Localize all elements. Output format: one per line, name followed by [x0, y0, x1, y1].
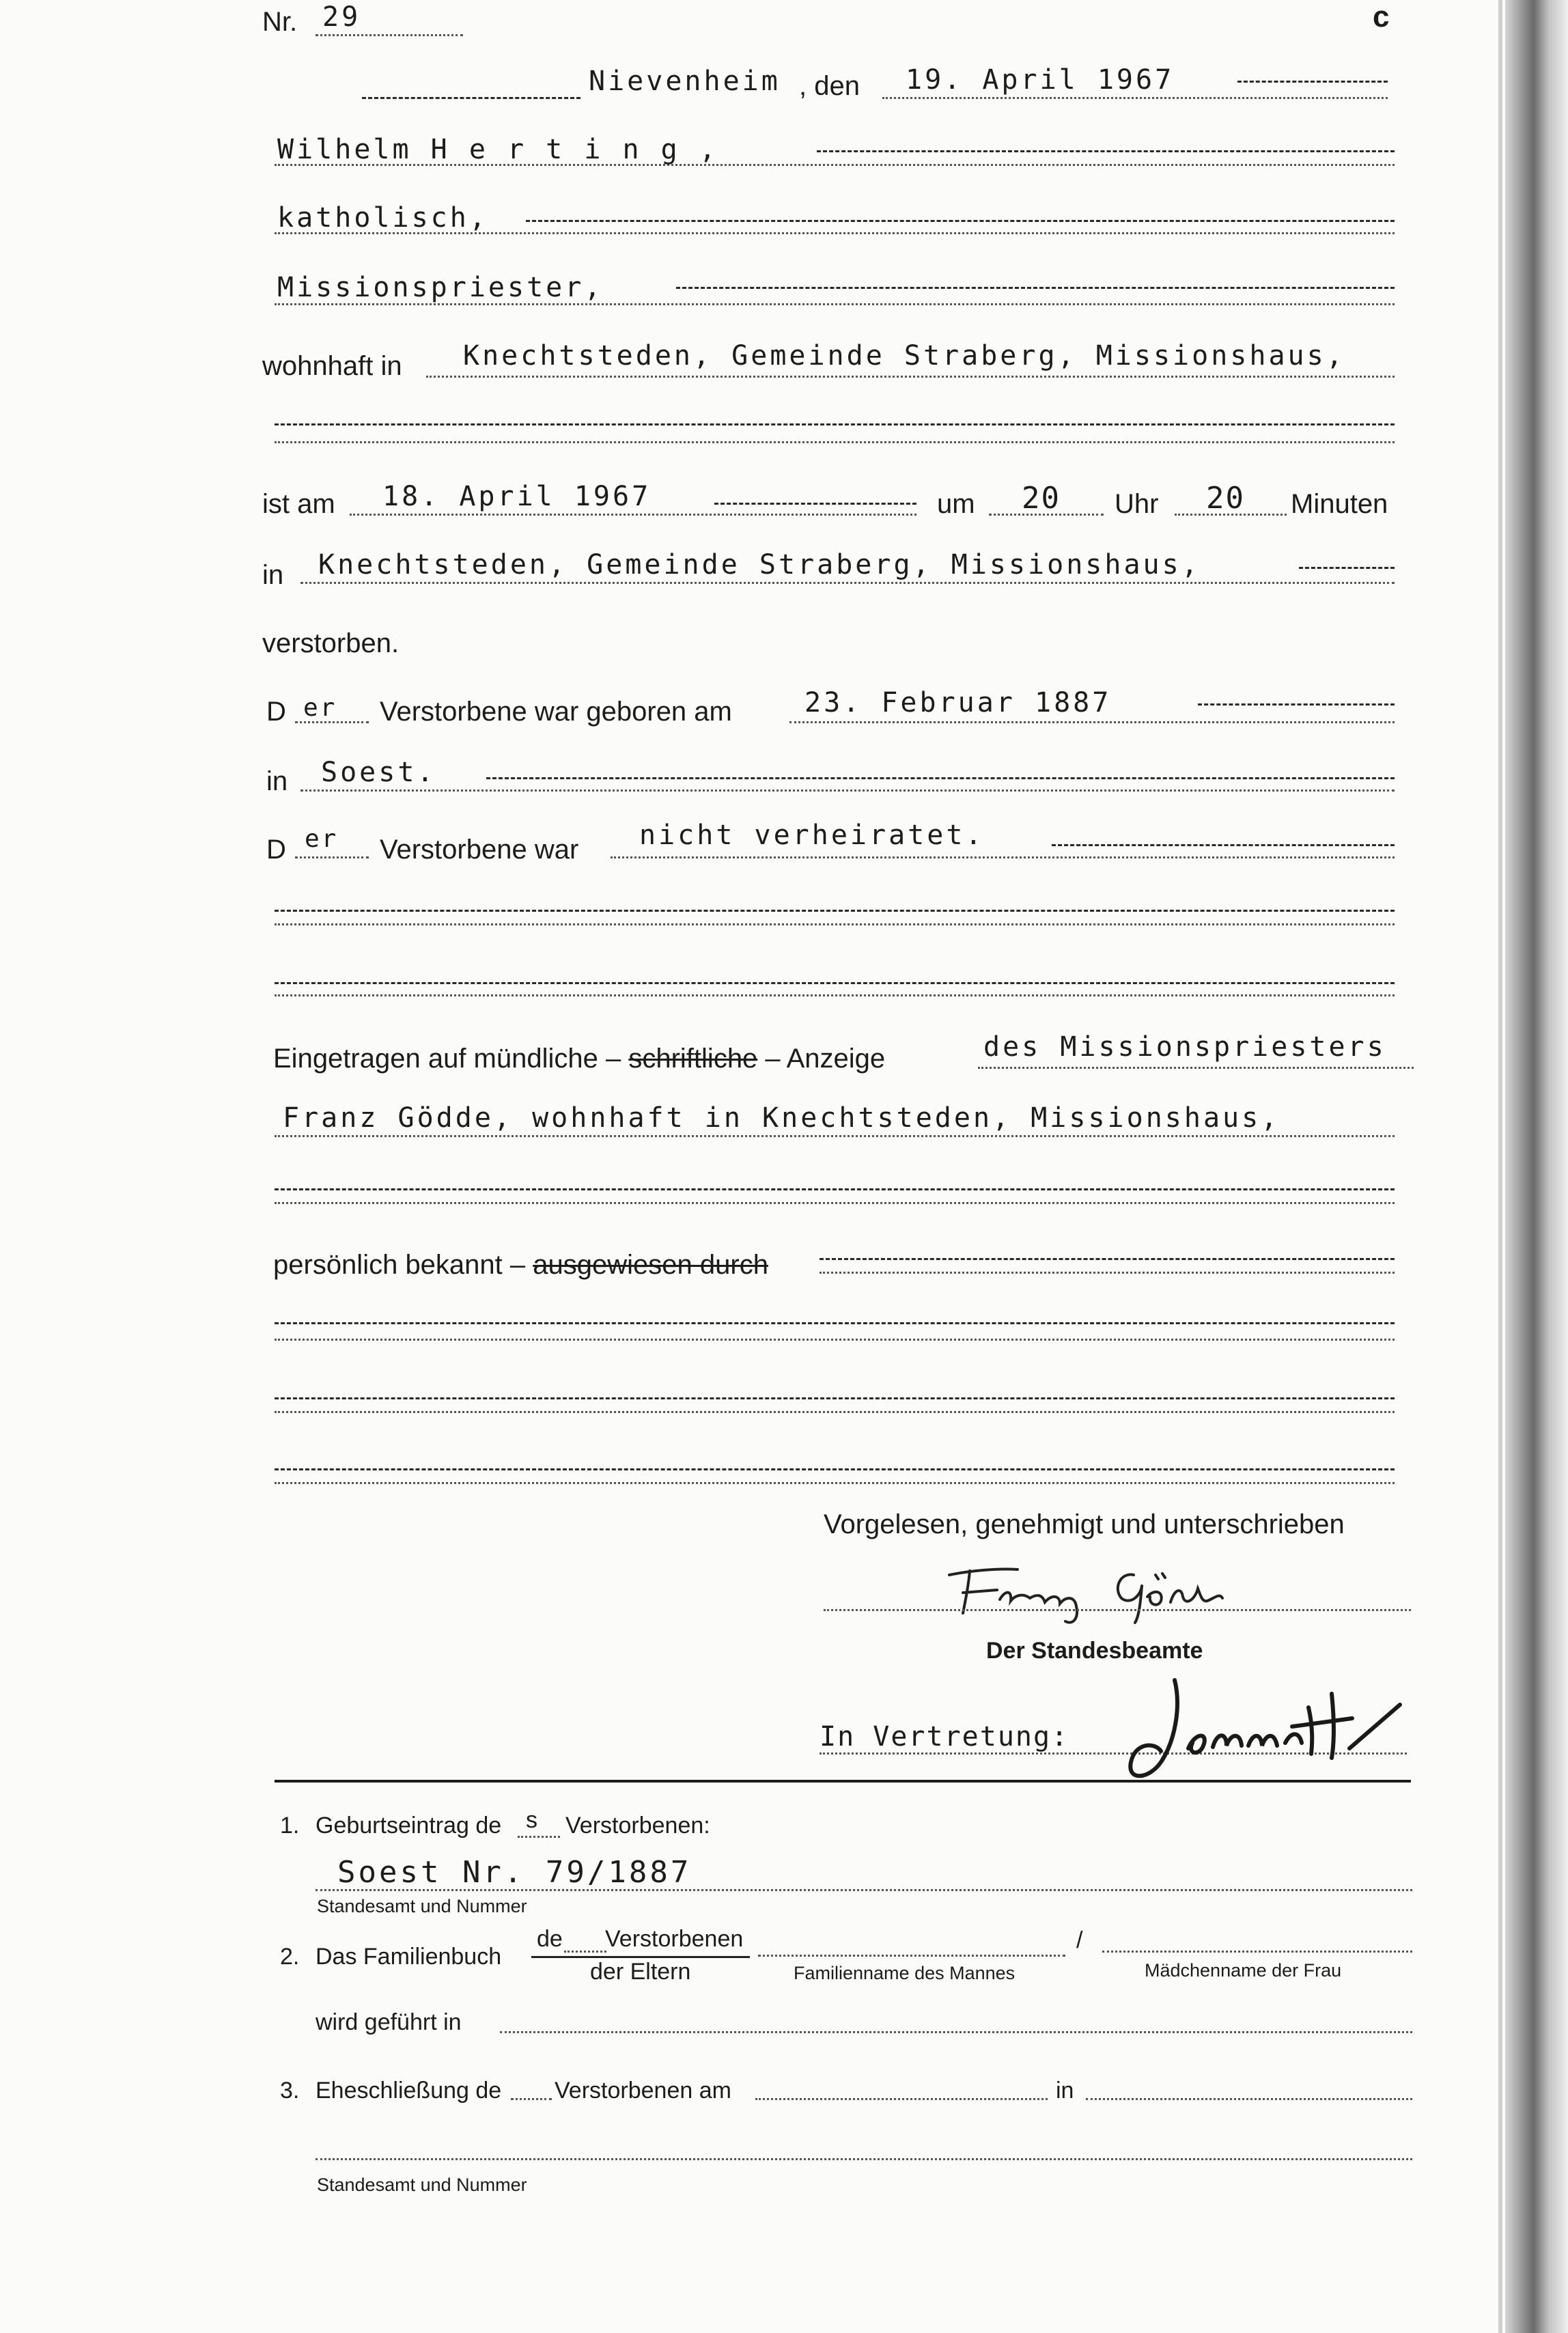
item2-caption-wife: Mädchenname der Frau — [1145, 1960, 1342, 1981]
blank-line-1 — [275, 923, 1395, 925]
blank-fill-4 — [275, 1397, 1395, 1399]
item2-caption-husband: Familienname des Mannes — [794, 1963, 1016, 1983]
item3-number: 3. — [280, 2078, 300, 2104]
report-value-1: des Missionspriesters — [983, 1031, 1386, 1063]
item1-label-a: Geburtseintrag de — [316, 1813, 502, 1839]
item2-number: 2. — [280, 1944, 300, 1970]
corner-mark: c — [1373, 0, 1390, 33]
item2-option-top: Verstorbenen — [605, 1926, 744, 1952]
item2-husband-line — [758, 1955, 1065, 1957]
document-date: 19. April 1967 — [906, 64, 1175, 96]
blank-fill-2 — [275, 982, 1395, 984]
report-fill-3 — [275, 1188, 1395, 1190]
registrar-label: Der Standesbeamte — [986, 1638, 1203, 1664]
death-hour: 20 — [1022, 481, 1061, 516]
section-divider — [275, 1780, 1411, 1783]
date-fill-right — [1237, 81, 1388, 83]
birth-date-line — [789, 721, 1395, 723]
residence-value: Knechtsteden, Gemeinde Straberg, Missionshaus, — [463, 340, 1345, 372]
informant-signature — [942, 1554, 1257, 1630]
name-fill — [817, 150, 1395, 152]
identity-line — [820, 1272, 1395, 1274]
item3-date-line — [755, 2098, 1048, 2100]
item2-kept-label: wird geführt in — [316, 2009, 462, 2035]
signature-line-1 — [824, 1609, 1411, 1611]
marital-line — [611, 856, 1395, 858]
den-label: , den — [799, 71, 860, 101]
blank-line-5 — [275, 1482, 1395, 1484]
residence-line — [426, 376, 1395, 378]
item2-fill-de: de — [537, 1926, 563, 1952]
blank-line-3 — [275, 1339, 1395, 1341]
item1-fill: s — [526, 1807, 537, 1833]
report-label — [273, 1044, 885, 1074]
birth-place-fill — [486, 777, 1395, 779]
identity-label-struck: ausgewiesen durch — [533, 1250, 768, 1280]
item2-de-line — [564, 1951, 606, 1953]
occupation-fill — [676, 287, 1395, 289]
blank-fill-1 — [275, 910, 1395, 912]
death-place: Knechtsteden, Gemeinde Straberg, Missionshaus, — [318, 549, 1201, 581]
item1-label-b: Verstorbenen: — [565, 1813, 710, 1839]
identity-label-prefix: persönlich bekannt – — [273, 1250, 533, 1280]
residence-fill-1 — [275, 423, 1395, 425]
item1-fill-line — [518, 1836, 560, 1838]
death-date-fill — [714, 503, 916, 505]
item2-slash: / — [1076, 1927, 1083, 1953]
item2-option-bottom: der Eltern — [590, 1959, 691, 1985]
residence-label: wohnhaft in — [262, 351, 402, 381]
birth-d-label: D — [266, 697, 286, 727]
item2-kept-line — [500, 2031, 1412, 2033]
death-uhr-label: Uhr — [1115, 489, 1159, 519]
birth-place-line — [300, 790, 1395, 792]
item3-in-label: in — [1056, 2078, 1074, 2104]
item2-fraction-bar — [531, 1956, 750, 1958]
occupation-value: Missionspriester, — [277, 272, 604, 303]
place-value: Nievenheim — [589, 66, 781, 97]
birth-date-fill — [1198, 703, 1395, 706]
deceased-name: Wilhelm H e r t i n g , — [277, 134, 718, 165]
blank-line-4 — [275, 1411, 1395, 1413]
marital-article: er — [305, 825, 339, 853]
death-date: 18. April 1967 — [382, 481, 652, 512]
report-line-1 — [978, 1067, 1414, 1069]
nr-line — [316, 34, 463, 36]
blank-fill-3 — [275, 1322, 1395, 1324]
report-line-3 — [275, 1202, 1395, 1204]
item1-value: Soest Nr. 79/1887 — [337, 1855, 692, 1890]
registrar-signature — [1106, 1666, 1414, 1789]
death-date-line — [350, 514, 916, 516]
page-scan-edge — [1505, 0, 1568, 2333]
closing-statement: Vorgelesen, genehmigt und unterschrieben — [824, 1509, 1345, 1539]
birth-article: er — [303, 694, 337, 722]
page-scan-edge-line — [1498, 0, 1502, 2333]
date-line — [882, 97, 1388, 99]
death-minutes: 20 — [1206, 481, 1245, 516]
report-value-2: Franz Gödde, wohnhaft in Knechtsteden, Missionshaus, — [283, 1102, 1280, 1134]
item3-caption: Standesamt und Nummer — [317, 2175, 527, 2195]
item3-registry-line — [316, 2158, 1412, 2160]
death-ist-am-label: ist am — [262, 489, 335, 519]
religion-fill — [526, 220, 1395, 222]
item3-label-b: Verstorbenen am — [555, 2078, 731, 2104]
marital-text-label: Verstorbene war — [380, 835, 579, 865]
identity-label — [273, 1250, 768, 1281]
religion-value: katholisch, — [277, 202, 488, 234]
report-label-struck: schriftliche — [628, 1044, 758, 1074]
death-minuten-label: Minuten — [1291, 489, 1388, 519]
death-place-line — [300, 582, 1395, 584]
item1-caption: Standesamt und Nummer — [317, 1896, 527, 1916]
item3-fill-line — [511, 2098, 552, 2100]
occupation-line — [275, 303, 1395, 305]
death-um-label: um — [937, 489, 975, 519]
item2-label: Das Familienbuch — [316, 1944, 502, 1970]
blank-line-2 — [275, 994, 1395, 996]
report-label-suffix: – Anzeige — [757, 1044, 886, 1074]
report-line-2 — [275, 1135, 1395, 1137]
item2-wife-line — [1102, 1951, 1412, 1953]
death-in-label: in — [262, 560, 284, 590]
birth-place: Soest. — [321, 757, 436, 788]
birth-in-label: in — [266, 766, 288, 796]
birth-text-label: Verstorbene war geboren am — [380, 697, 732, 727]
marital-fill — [1052, 844, 1395, 846]
marital-status: nicht verheiratet. — [639, 820, 985, 851]
nr-value: 29 — [322, 1, 361, 33]
residence-line-2 — [275, 441, 1395, 443]
death-place-fill — [1299, 567, 1395, 569]
birth-date: 23. Februar 1887 — [804, 687, 1112, 718]
item1-number: 1. — [280, 1813, 300, 1839]
report-label-prefix: Eingetragen auf mündliche – — [273, 1044, 629, 1074]
nr-label: Nr. — [262, 7, 298, 37]
item3-label-a: Eheschließung de — [316, 2078, 502, 2104]
marital-article-line — [295, 856, 369, 858]
item3-place-line — [1086, 2098, 1412, 2100]
marital-d-label: D — [266, 835, 286, 865]
blank-fill-5 — [275, 1468, 1395, 1470]
place-fill-left — [362, 97, 580, 99]
deputy-label: In Vertretung: — [820, 1721, 1069, 1752]
verstorben-label: verstorben. — [262, 628, 400, 658]
identity-fill — [820, 1258, 1395, 1260]
